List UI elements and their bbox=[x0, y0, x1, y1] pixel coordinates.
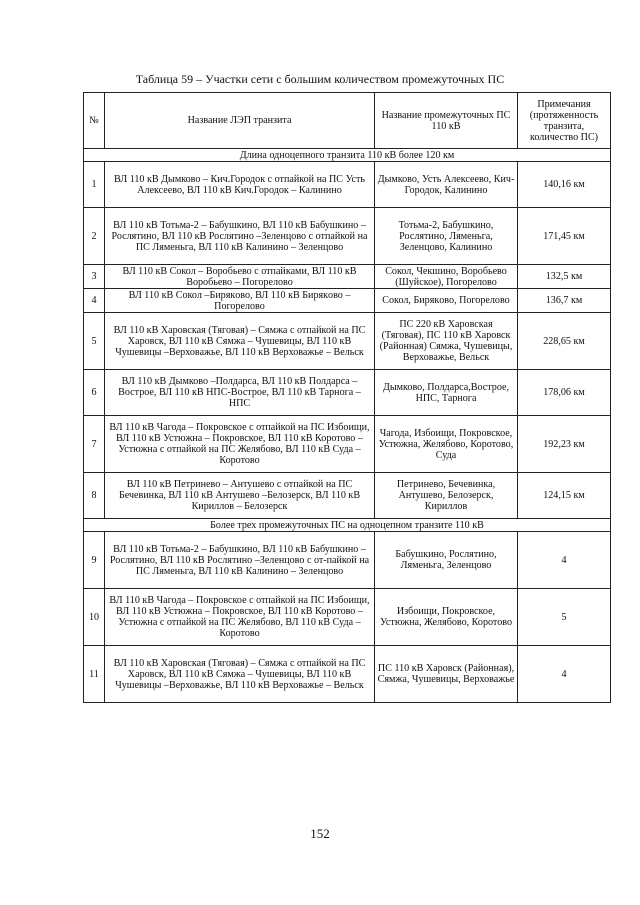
cell-substations: Тотьма-2, Бабушкино, Рослятино, Ляменьга, Зеленцово, Калинино bbox=[375, 208, 518, 265]
transit-table bbox=[83, 92, 611, 703]
table-row bbox=[84, 265, 611, 289]
table-row bbox=[84, 313, 611, 370]
cell-substations: Дымково, Усть Алексеево, Кич-Городок, Калинино bbox=[375, 162, 518, 208]
header-num: № bbox=[84, 93, 105, 149]
cell-num: 2 bbox=[84, 208, 105, 265]
cell-line-name: ВЛ 110 кВ Тотьма-2 – Бабушкино, ВЛ 110 кВ Бабушкино – Рослятино, ВЛ 110 кВ Рослятино –Зеленцово с отпайкой на ПС Ляменьга, ВЛ 110 кВ Калинино – Зеленцово bbox=[105, 208, 375, 265]
header-row bbox=[84, 93, 611, 149]
cell-num: 10 bbox=[84, 589, 105, 646]
header-notes: Примечания (протяженность транзита, количество ПС) bbox=[518, 93, 611, 149]
table-caption: Таблица 59 – Участки сети с большим количеством промежуточных ПС bbox=[135, 72, 505, 86]
cell-num: 5 bbox=[84, 313, 105, 370]
cell-note: 192,23 км bbox=[518, 416, 611, 473]
cell-note: 4 bbox=[518, 532, 611, 589]
table-row bbox=[84, 416, 611, 473]
cell-num: 6 bbox=[84, 370, 105, 416]
cell-note: 178,06 км bbox=[518, 370, 611, 416]
table-body bbox=[84, 149, 611, 703]
table-row bbox=[84, 289, 611, 313]
header-substations: Название промежуточных ПС 110 кВ bbox=[375, 93, 518, 149]
cell-line-name: ВЛ 110 кВ Петринево – Антушево с отпайкой на ПС Бечевинка, ВЛ 110 кВ Антушево –Белозерск, ВЛ 110 кВ Кириллов – Белозерск bbox=[105, 473, 375, 519]
cell-line-name: ВЛ 110 кВ Дымково –Полдарса, ВЛ 110 кВ Полдарса – Вострое, ВЛ 110 кВ НПС-Вострое, ВЛ 110 кВ Тарнога – НПС bbox=[105, 370, 375, 416]
table-row bbox=[84, 589, 611, 646]
cell-note: 171,45 км bbox=[518, 208, 611, 265]
cell-note: 132,5 км bbox=[518, 265, 611, 289]
cell-note: 124,15 км bbox=[518, 473, 611, 519]
table-row bbox=[84, 532, 611, 589]
section-header-substation-count bbox=[84, 519, 611, 532]
cell-note: 5 bbox=[518, 589, 611, 646]
table-row bbox=[84, 370, 611, 416]
cell-note: 136,7 км bbox=[518, 289, 611, 313]
cell-line-name: ВЛ 110 кВ Сокол – Воробьево с отпайками, ВЛ 110 кВ Воробьево – Погорелово bbox=[105, 265, 375, 289]
cell-num: 11 bbox=[84, 646, 105, 703]
cell-substations: Дымково, Полдарса,Вострое, НПС, Тарнога bbox=[375, 370, 518, 416]
cell-num: 3 bbox=[84, 265, 105, 289]
cell-substations: ПС 220 кВ Харовская (Тяговая), ПС 110 кВ Харовск (Районная) Сямжа, Чушевицы, Верховажье, Вельск bbox=[375, 313, 518, 370]
cell-substations: Избоищи, Покровское, Устюжна, Желябово, Коротово bbox=[375, 589, 518, 646]
cell-substations: Чагода, Избоищи, Покровское, Устюжна, Желябово, Коротово, Суда bbox=[375, 416, 518, 473]
table-row bbox=[84, 473, 611, 519]
cell-line-name: ВЛ 110 кВ Дымково – Кич.Городок с отпайкой на ПС Усть Алексеево, ВЛ 110 кВ Кич.Городок – Калинино bbox=[105, 162, 375, 208]
cell-substations: ПС 110 кВ Харовск (Районная), Сямжа, Чушевицы, Верховажье bbox=[375, 646, 518, 703]
cell-line-name: ВЛ 110 кВ Харовская (Тяговая) – Сямжа с отпайкой на ПС Харовск, ВЛ 110 кВ Сямжа – Чушевицы, ВЛ 110 кВ Чушевицы –Верховажье, ВЛ 110 кВ Верховажье – Вельск bbox=[105, 313, 375, 370]
section-header-substation-count-label: Более трех промежуточных ПС на одноцепном транзите 110 кВ bbox=[84, 519, 611, 532]
cell-line-name: ВЛ 110 кВ Харовская (Тяговая) – Сямжа с отпайкой на ПС Харовск, ВЛ 110 кВ Сямжа – Чушевицы, ВЛ 110 кВ Чушевицы –Верховажье, ВЛ 110 кВ Верховажье – Вельск bbox=[105, 646, 375, 703]
table-row bbox=[84, 646, 611, 703]
cell-num: 4 bbox=[84, 289, 105, 313]
cell-substations: Сокол, Чекшино, Воробьево (Шуйское), Погорелово bbox=[375, 265, 518, 289]
cell-line-name: ВЛ 110 кВ Сокол –Бирякoво, ВЛ 110 кВ Бирякoво – Погорелово bbox=[105, 289, 375, 313]
cell-num: 9 bbox=[84, 532, 105, 589]
cell-note: 140,16 км bbox=[518, 162, 611, 208]
cell-substations: Бабушкино, Рослятино, Ляменьга, Зеленцово bbox=[375, 532, 518, 589]
header-line: Название ЛЭП транзита bbox=[105, 93, 375, 149]
section-header-length-label: Длина одноцепного транзита 110 кВ более 120 км bbox=[84, 149, 611, 162]
cell-num: 1 bbox=[84, 162, 105, 208]
cell-line-name: ВЛ 110 кВ Чагода – Покровское с отпайкой на ПС Избоищи, ВЛ 110 кВ Устюжна – Покровское, ВЛ 110 кВ Коротово – Устюжна с отпайкой на ПС Желябово, ВЛ 110 кВ Суда –Коротово bbox=[105, 589, 375, 646]
table-row bbox=[84, 208, 611, 265]
cell-substations: Сокол, Бирякoво, Погорелово bbox=[375, 289, 518, 313]
section-header-length bbox=[84, 149, 611, 162]
cell-num: 8 bbox=[84, 473, 105, 519]
cell-note: 228,65 км bbox=[518, 313, 611, 370]
cell-line-name: ВЛ 110 кВ Тотьма-2 – Бабушкино, ВЛ 110 кВ Бабушкино – Рослятино, ВЛ 110 кВ Рослятино –Зеленцово с от-пайкой на ПС Ляменьга, ВЛ 110 кВ Калинино – Зеленцово bbox=[105, 532, 375, 589]
cell-note: 4 bbox=[518, 646, 611, 703]
cell-num: 7 bbox=[84, 416, 105, 473]
cell-substations: Петринево, Бечевинка, Антушево, Белозерск, Кириллов bbox=[375, 473, 518, 519]
table-row bbox=[84, 162, 611, 208]
page-number: 152 bbox=[310, 826, 330, 841]
cell-line-name: ВЛ 110 кВ Чагода – Покровское с отпайкой на ПС Избоищи, ВЛ 110 кВ Устюжна – Покровское, ВЛ 110 кВ Коротово – Устюжна с отпайкой на ПС Желябово, ВЛ 110 кВ Суда –Коротово bbox=[105, 416, 375, 473]
